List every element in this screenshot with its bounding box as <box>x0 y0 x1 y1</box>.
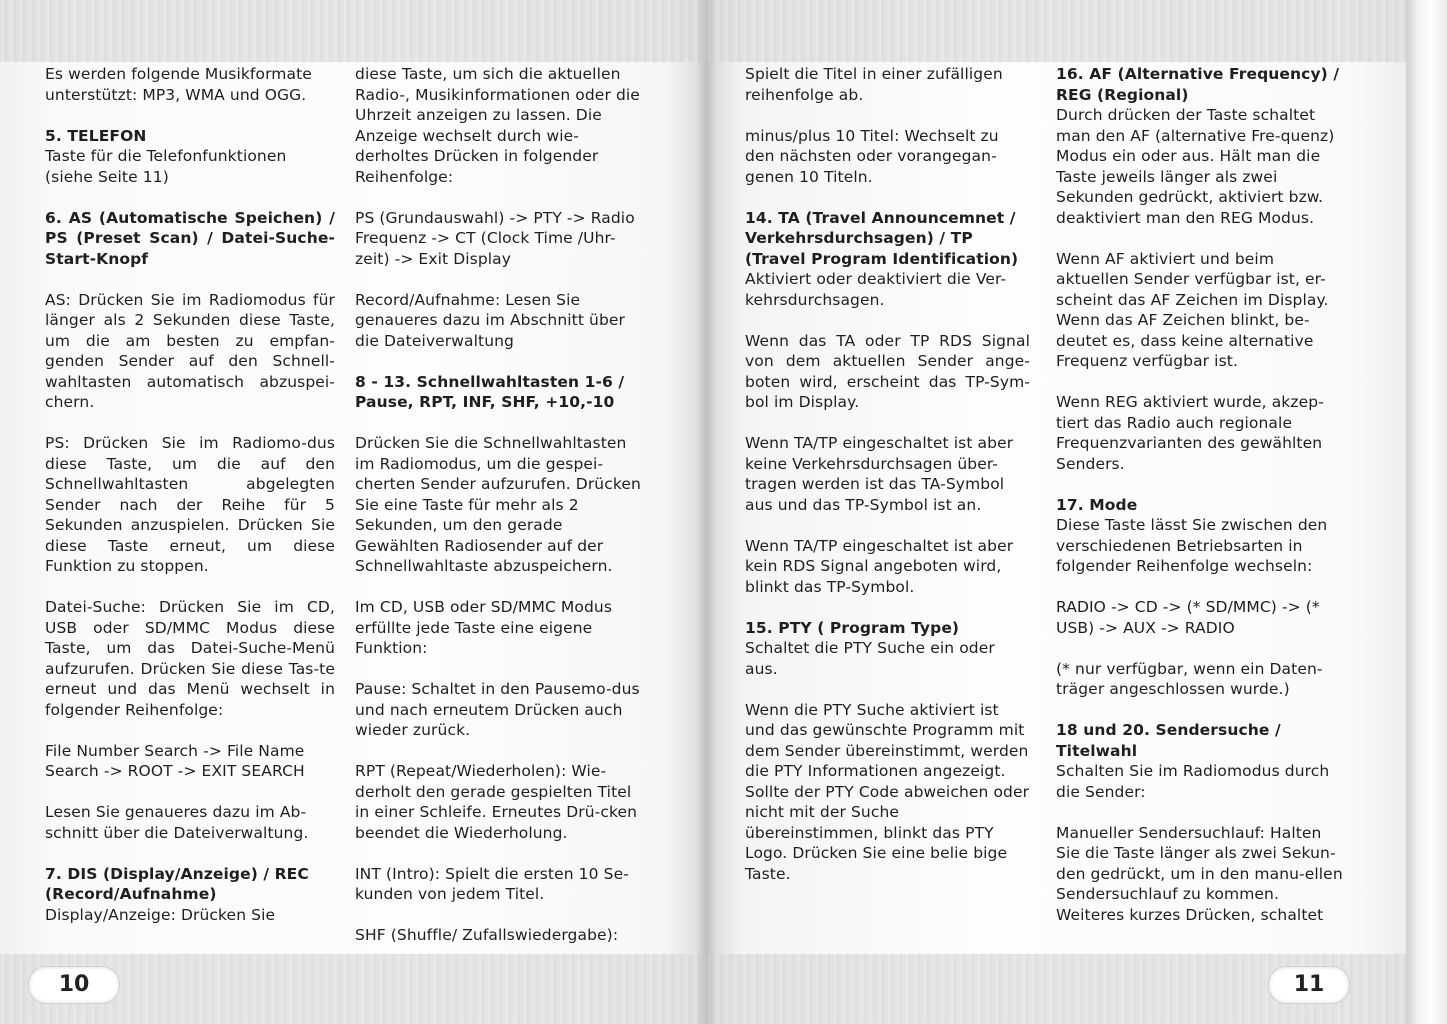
section-7-title: 7. DIS (Display/Anzeige) / REC (Record/Aufnahme) <box>45 864 309 903</box>
section-6-title: 6. AS (Automatische Speichen) / PS (Preset Scan) / Datei-Suche- Start-Knopf <box>45 208 335 268</box>
section-7 <box>45 864 335 926</box>
section-6-sequence: File Number Search -> File Name Search -> ROOT -> EXIT SEARCH <box>45 741 305 780</box>
section-6-as: AS: Drücken Sie im Radiomodus für länger als 2 Sekunden diese Taste, um die am besten zu empfan-genden Sender auf den Schnell-wahltasten automatisch abzuspei-chern. <box>45 290 335 411</box>
record-paragraph: Record/Aufnahme: Lesen Sie genaueres dazu im Abschnitt über die Dateiverwaltung <box>355 290 626 350</box>
section-5 <box>45 126 335 188</box>
section-17-title: 17. Mode <box>1056 495 1138 514</box>
section-16-text: Durch drücken der Taste schaltet man den AF (alternative Fre-quenz) Modus ein oder aus. Hält man die Taste jeweils länger als zwei Sekunden gedrückt, aktiviert bzw. deaktiviert man den REG Modus. <box>1056 106 1335 227</box>
scan-band-top <box>0 0 706 62</box>
formats-paragraph: Es werden folgende Musikformate unterstützt: MP3, WMA und OGG. <box>45 65 312 104</box>
section-18-20 <box>1056 720 1346 802</box>
section-16 <box>1056 64 1346 228</box>
section-6-datei: Datei-Suche: Drücken Sie im CD, USB oder SD/MMC Modus diese Taste, um das Datei-Suche-Menü aufzurufen. Drücken Sie diese Tas-te erneut und das Menü wechselt in folgender Reihenfolge: <box>45 598 335 719</box>
section-8-shf: SHF (Shuffle/ Zufallswiedergabe): <box>355 926 619 944</box>
section-8-pause: Pause: Schaltet in den Pausemo-dus und nach erneutem Drücken auch wieder zurück. <box>355 680 640 739</box>
section-8-rpt: RPT (Repeat/Wiederholen): Wie-derholt den gerade gespielten Titel in einer Schleife. Erneutes Drü-cken beendet die Wiederholung. <box>355 762 638 842</box>
display-continued: diese Taste, um sich die aktuellen Radio-, Musikinformationen oder die Uhrzeit anzeigen zu lassen. Die Anzeige wechselt durch wie-derholtes Drücken in folgender Reihenfolge: <box>355 65 640 186</box>
section-6 <box>45 208 335 270</box>
section-15-title: 15. PTY ( Program Type) <box>745 618 960 637</box>
section-18-manual: Manueller Sendersuchlauf: Halten Sie die Taste länger als zwei Sekun-den gedrückt, um in den manu-ellen Sendersuchlauf zu kommen. Weiteres kurzes Drücken, schaltet <box>1056 823 1343 924</box>
section-18-20-text: Schalten Sie im Radiomodus durch die Sender: <box>1056 762 1330 801</box>
page-edge <box>1406 0 1447 1024</box>
section-6-ps: PS: Drücken Sie im Radiomo-dus diese Taste, um die auf den Schnellwahltasten abgelegten Sender nach der Reihe für 5 Sekunden anzuspielen. Drücken Sie diese Taste erneut, um diese Funktion zu stoppen. <box>45 434 335 575</box>
book-spine <box>696 0 716 1024</box>
section-17 <box>1056 495 1346 577</box>
section-5-title: 5. TELEFON <box>45 126 147 145</box>
display-sequence: PS (Grundauswahl) -> PTY -> Radio Frequenz -> CT (Clock Time /Uhr-zeit) -> Exit Display <box>355 208 635 268</box>
section-14-on: Wenn TA/TP eingeschaltet ist aber keine Verkehrsdurchsagen über-tragen werden ist das TA-Symbol aus und das TP-Symbol ist an. <box>745 434 1014 514</box>
minus-plus-paragraph: minus/plus 10 Titel: Wechselt zu den nächsten oder vorangegan-genen 10 Titeln. <box>745 126 999 186</box>
section-16-reg: Wenn REG aktiviert wurde, akzep-tiert das Radio auch regionale Frequenzvarianten des gewählten Senders. <box>1056 393 1324 473</box>
section-15-text: Schaltet die PTY Suche ein oder aus. <box>745 639 995 678</box>
section-5-text: Taste für die Telefonfunktionen (siehe Seite 11) <box>45 147 287 186</box>
section-17-text: Diese Taste lässt Sie zwischen den verschiedenen Betriebsarten in folgender Reihenfolge wechseln: <box>1056 516 1328 575</box>
section-18-20-title: 18 und 20. Sendersuche / Titelwahl <box>1056 721 1281 760</box>
page-number-right: 11 <box>1268 966 1350 1004</box>
section-17-note: (* nur verfügbar, wenn ein Daten-träger angeschlossen wurde.) <box>1056 659 1323 698</box>
right-column-1 <box>745 64 1030 905</box>
section-14-title: 14. TA (Travel Announcemnet / Verkehrsdurchsagen) / TP (Travel Program Identification) <box>745 208 1019 268</box>
section-14-signal: Wenn das TA oder TP RDS Signal von dem aktuellen Sender ange-boten wird, erscheint das TP-Sym-bol im Display. <box>745 331 1030 411</box>
right-column-2 <box>1056 64 1346 946</box>
section-17-sequence: RADIO -> CD -> (* SD/MMC) -> (* USB) -> AUX -> RADIO <box>1056 598 1320 637</box>
section-14-text: Aktiviert oder deaktiviert die Ver-kehrsdurchsagen. <box>745 270 1007 309</box>
section-15-active: Wenn die PTY Suche aktiviert ist und das gewünschte Programm mit dem Sender übereinstimmt, werden die PTY Informationen angezeigt. Sollte der PTY Code abweichen oder nicht mit der Suche übereinstimmen, blinkt das PTY Logo. Drücken Sie eine belie bige Taste. <box>745 700 1030 883</box>
section-15 <box>745 618 1030 680</box>
section-8-int: INT (Intro): Spielt die ersten 10 Se-kunden von jedem Titel. <box>355 864 629 903</box>
section-6-more: Lesen Sie genaueres dazu im Ab-schnitt über die Dateiverwaltung. <box>45 803 309 842</box>
section-8-13-title: 8 - 13. Schnellwahltasten 1-6 / Pause, RPT, INF, SHF, +10,-10 <box>355 372 625 411</box>
left-column-2 <box>355 64 645 966</box>
left-column-1 <box>45 64 335 946</box>
shuffle-continued: Spielt die Titel in einer zufälligen reihenfolge ab. <box>745 65 1003 104</box>
left-page <box>0 0 706 1024</box>
section-8-radio: Drücken Sie die Schnellwahltasten im Radiomodus, um die gespei-cherten Sender aufzurufen. Drücken Sie eine Taste für mehr als 2 Sekunden, um den gerade Gewählten Radiosender auf der Schnellwahltaste abzuspeichern. <box>355 434 641 575</box>
section-8-cd: Im CD, USB oder SD/MMC Modus erfüllte jede Taste eine eigene Funktion: <box>355 598 612 657</box>
section-14 <box>745 208 1030 311</box>
section-8-13 <box>355 372 645 413</box>
section-16-af: Wenn AF aktiviert und beim aktuellen Sender verfügbar ist, er-scheint das AF Zeichen im Display. Wenn das AF Zeichen blinkt, be-deutet es, dass keine alternative Frequenz verfügbar ist. <box>1056 249 1329 370</box>
scan-band-top <box>706 0 1406 62</box>
section-7-text: Display/Anzeige: Drücken Sie <box>45 905 276 924</box>
section-14-no-rds: Wenn TA/TP eingeschaltet ist aber kein RDS Signal angeboten wird, blinkt das TP-Symbol. <box>745 536 1014 596</box>
page-number-left: 10 <box>28 966 120 1004</box>
section-16-title: 16. AF (Alternative Frequency) / REG (Regional) <box>1056 65 1340 104</box>
